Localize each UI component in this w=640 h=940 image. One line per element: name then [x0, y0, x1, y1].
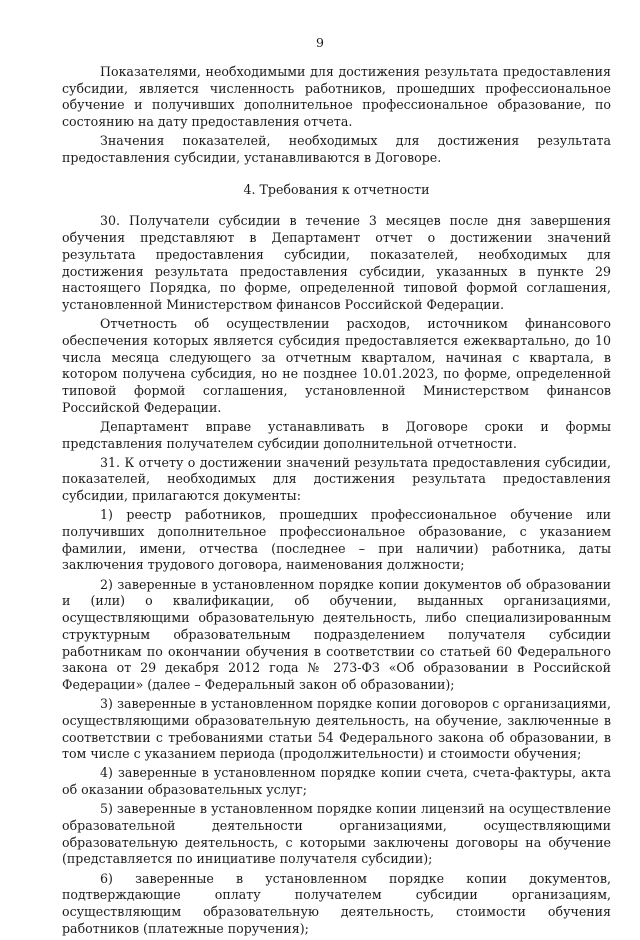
list-item-3: 3) заверенные в установленном порядке копии договоров с организациями, осуществляющими образовательную деятельность, на обучение, заключенные в соответствии с требованиями статьи 54 Федерального закона об образовании, в том числе с указанием периода (продолжительности) и стоимости обучения;: [62, 696, 611, 762]
document-body: [62, 64, 611, 940]
paragraph-item-30: 30. Получатели субсидии в течение 3 месяцев после дня завершения обучения представляют в Департамент отчет о достижении значений результата предоставления субсидии, показателей, необходимых для достижения результата предоставления субсидии, указанных в пункте 29 настоящего Порядка, по форме, определенной типовой формой соглашения, установленной Министерством финансов Российской Федерации.: [62, 213, 611, 312]
list-item-1: 1) реестр работников, прошедших профессиональное обучение или получивших дополнительное профессиональное образование, с указанием фамилии, имени, отчества (последнее – при наличии) работника, даты заключения трудового договора, наименования должности;: [62, 507, 611, 573]
list-item-4: 4) заверенные в установленном порядке копии счета, счета-фактуры, акта об оказании образовательных услуг;: [62, 765, 611, 798]
page-number: 9: [316, 35, 324, 50]
list-item-2: 2) заверенные в установленном порядке копии документов об образовании и (или) о квалификации, об обучении, выданных организациями, осуществляющими образовательную деятельность, либо специализированным структурным образовательным подразделением получателя субсидии работникам по окончании обучения в соответствии со статьей 60 Федерального закона от 29 декабря 2012 года № 273-ФЗ «Об образовании в Российской Федерации» (далее – Федеральный закон об образовании);: [62, 576, 611, 692]
paragraph: Значения показателей, необходимых для достижения результата предоставления субсидии, устанавливаются в Договоре.: [62, 133, 611, 166]
paragraph-item-31: 31. К отчету о достижении значений результата предоставления субсидии, показателей, необходимых для достижения результата предоставления субсидии, прилагаются документы:: [62, 454, 611, 504]
list-item-6: 6) заверенные в установленном порядке копии документов, подтверждающие оплату получателем субсидии организациям, осуществляющим образовательную деятельность, стоимости обучения работников (платежные поручения);: [62, 870, 611, 936]
paragraph: Показателями, необходимыми для достижения результата предоставления субсидии, является численность работников, прошедших профессиональное обучение и получивших дополнительное профессиональное образование, по состоянию на дату предоставления отчета.: [62, 64, 611, 130]
list-item-5: 5) заверенные в установленном порядке копии лицензий на осуществление образовательной деятельности организациями, осуществляющими образовательную деятельность, с которыми заключены договоры на обучение (представляется по инициативе получателя субсидии);: [62, 801, 611, 867]
paragraph: Отчетность об осуществлении расходов, источником финансового обеспечения которых является субсидия предоставляется ежеквартально, до 10 числа месяца следующего за отчетным кварталом, начиная с квартала, в котором получена субсидия, но не позднее 10.01.2023, по форме, определенной типовой формой соглашения, установленной Министерством финансов Российской Федерации.: [62, 316, 611, 415]
paragraph: Департамент вправе устанавливать в Договоре сроки и формы представления получателем субсидии дополнительной отчетности.: [62, 418, 611, 451]
section-heading: 4. Требования к отчетности: [243, 181, 430, 197]
